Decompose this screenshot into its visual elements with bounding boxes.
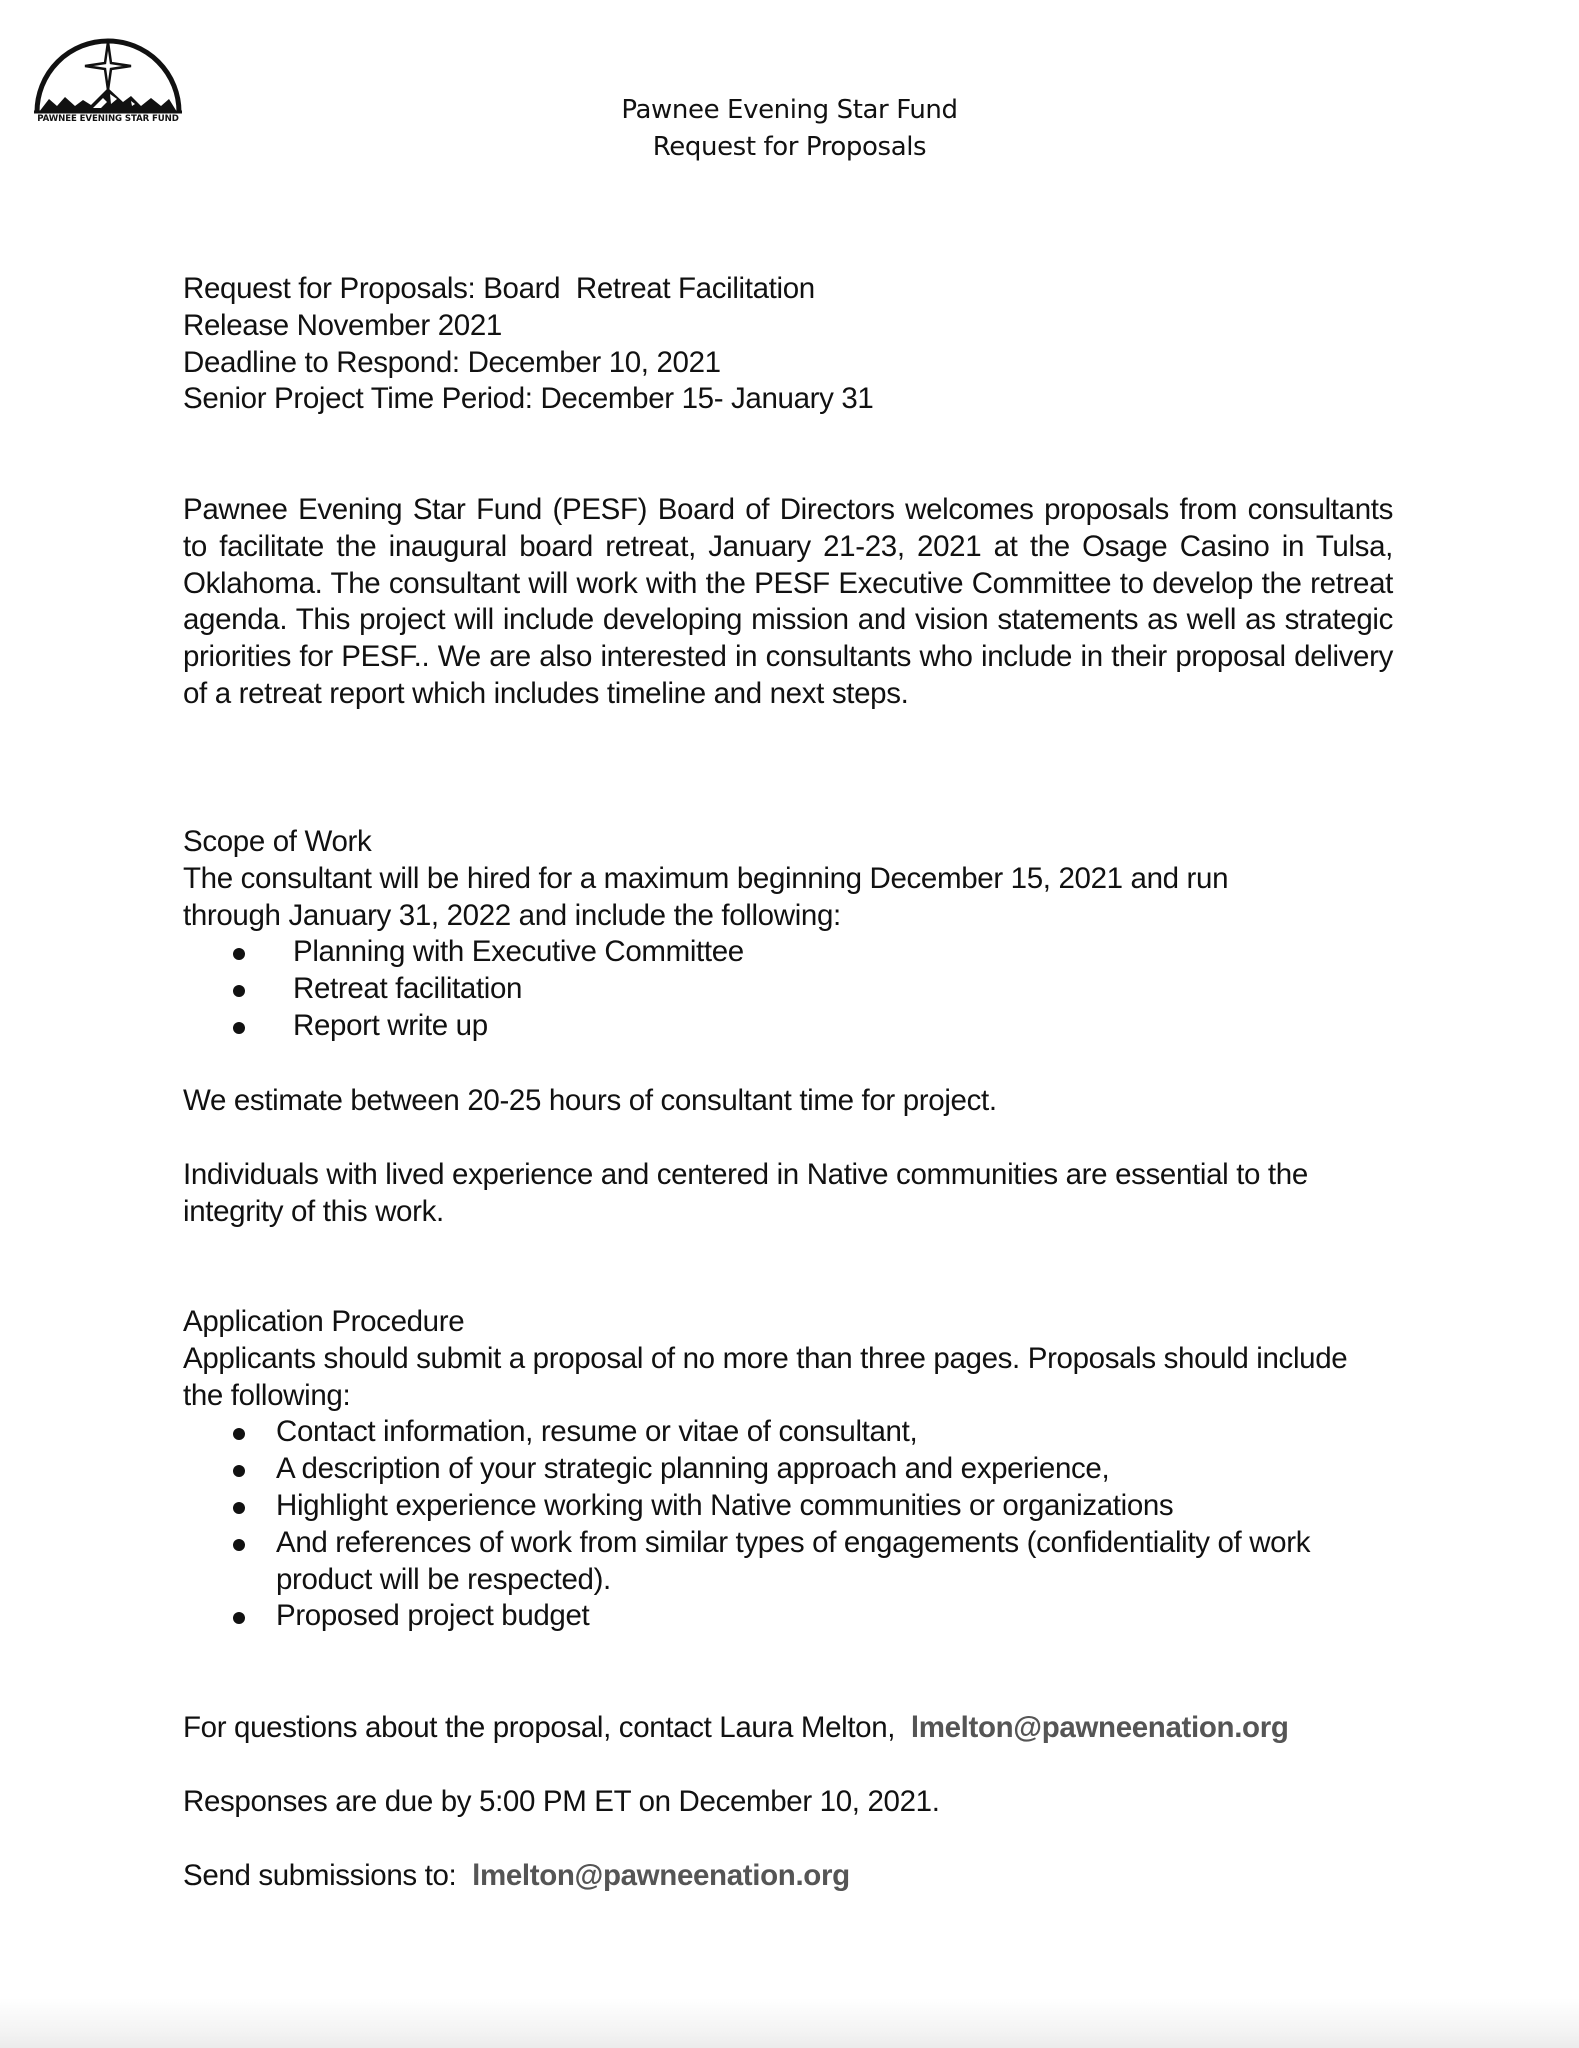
list-item: A description of your strategic planning approach and experience, [183, 1451, 1333, 1488]
release-date: Release November 2021 [183, 308, 502, 342]
estimate-text: We estimate between 20-25 hours of consultant time for project. [183, 1084, 997, 1117]
bullet-icon [233, 1539, 245, 1551]
submission-email-link[interactable]: lmelton@pawneenation.org [472, 1859, 850, 1892]
list-item: Retreat facilitation [183, 971, 1393, 1008]
bullet-icon [233, 1612, 245, 1624]
list-item: Proposed project budget [183, 1598, 1333, 1635]
response-deadline: Deadline to Respond: December 10, 2021 [183, 345, 721, 379]
bullet-icon [233, 1022, 245, 1034]
scope-description: The consultant will be hired for a maximum beginning December 15, 2021 and run through January 31, 2022 and include the following: [183, 861, 1229, 932]
bullet-icon [233, 1502, 245, 1514]
scope-heading: Scope of Work [183, 825, 372, 858]
bullet-icon [233, 1428, 245, 1440]
submission-text: Send submissions to: [183, 1859, 473, 1892]
list-item: Highlight experience working with Native communities or organizations [183, 1488, 1333, 1525]
application-description: Applicants should submit a proposal of no more than three pages. Proposals should include the following: [183, 1341, 1348, 1412]
intro-paragraph: Pawnee Evening Star Fund (PESF) Board of Directors welcomes proposals from consultants to facilitate the inaugural board retreat, January 21-23, 2021 at the Osage Casino in Tulsa, Oklahoma. The consultant will work with the PESF Executive Committee to develop the retreat agenda. This project will include developing mission and vision statements as well as strategic priorities for PESF.. We are also interested in consultants who include in their proposal delivery of a retreat report which includes timeline and next steps. [183, 493, 1393, 710]
scope-of-work-section [183, 824, 1393, 1045]
due-date-line: Responses are due by 5:00 PM ET on December 10, 2021. [183, 1785, 940, 1818]
application-requirements-list [183, 1414, 1333, 1635]
rfp-title: Request for Proposals: Board Retreat Facilitation [183, 272, 815, 305]
list-item: And references of work from similar types of engagements (confidentiality of work product will be respected). [183, 1525, 1333, 1599]
submission-line [183, 1858, 1393, 1895]
lived-experience-text: Individuals with lived experience and centered in Native communities are essential to the integrity of this work. [183, 1158, 1308, 1228]
questions-email-link[interactable]: lmelton@pawneenation.org [910, 1711, 1289, 1744]
application-heading: Application Procedure [183, 1305, 465, 1338]
questions-contact-line [183, 1710, 1393, 1747]
bullet-icon [233, 1465, 245, 1477]
list-item: Planning with Executive Committee [183, 934, 1393, 971]
rfp-info-block [183, 271, 1393, 418]
list-item: Report write up [183, 1008, 1393, 1045]
questions-text: For questions about the proposal, contact Laura Melton, [183, 1711, 911, 1744]
document-header [0, 92, 1579, 166]
list-item: Contact information, resume or vitae of consultant, [183, 1414, 1333, 1451]
application-procedure-section [183, 1304, 1393, 1635]
scope-list [183, 934, 1393, 1044]
page-bottom-edge [0, 1998, 1579, 2048]
document-type: Request for Proposals [652, 132, 927, 162]
bullet-icon [233, 985, 245, 997]
project-time-period: Senior Project Time Period: December 15- January 31 [183, 382, 874, 416]
bullet-icon [233, 948, 245, 960]
org-name: Pawnee Evening Star Fund [621, 95, 958, 125]
logo-wordmark: PAWNEE EVENING STAR FUND [37, 114, 179, 124]
